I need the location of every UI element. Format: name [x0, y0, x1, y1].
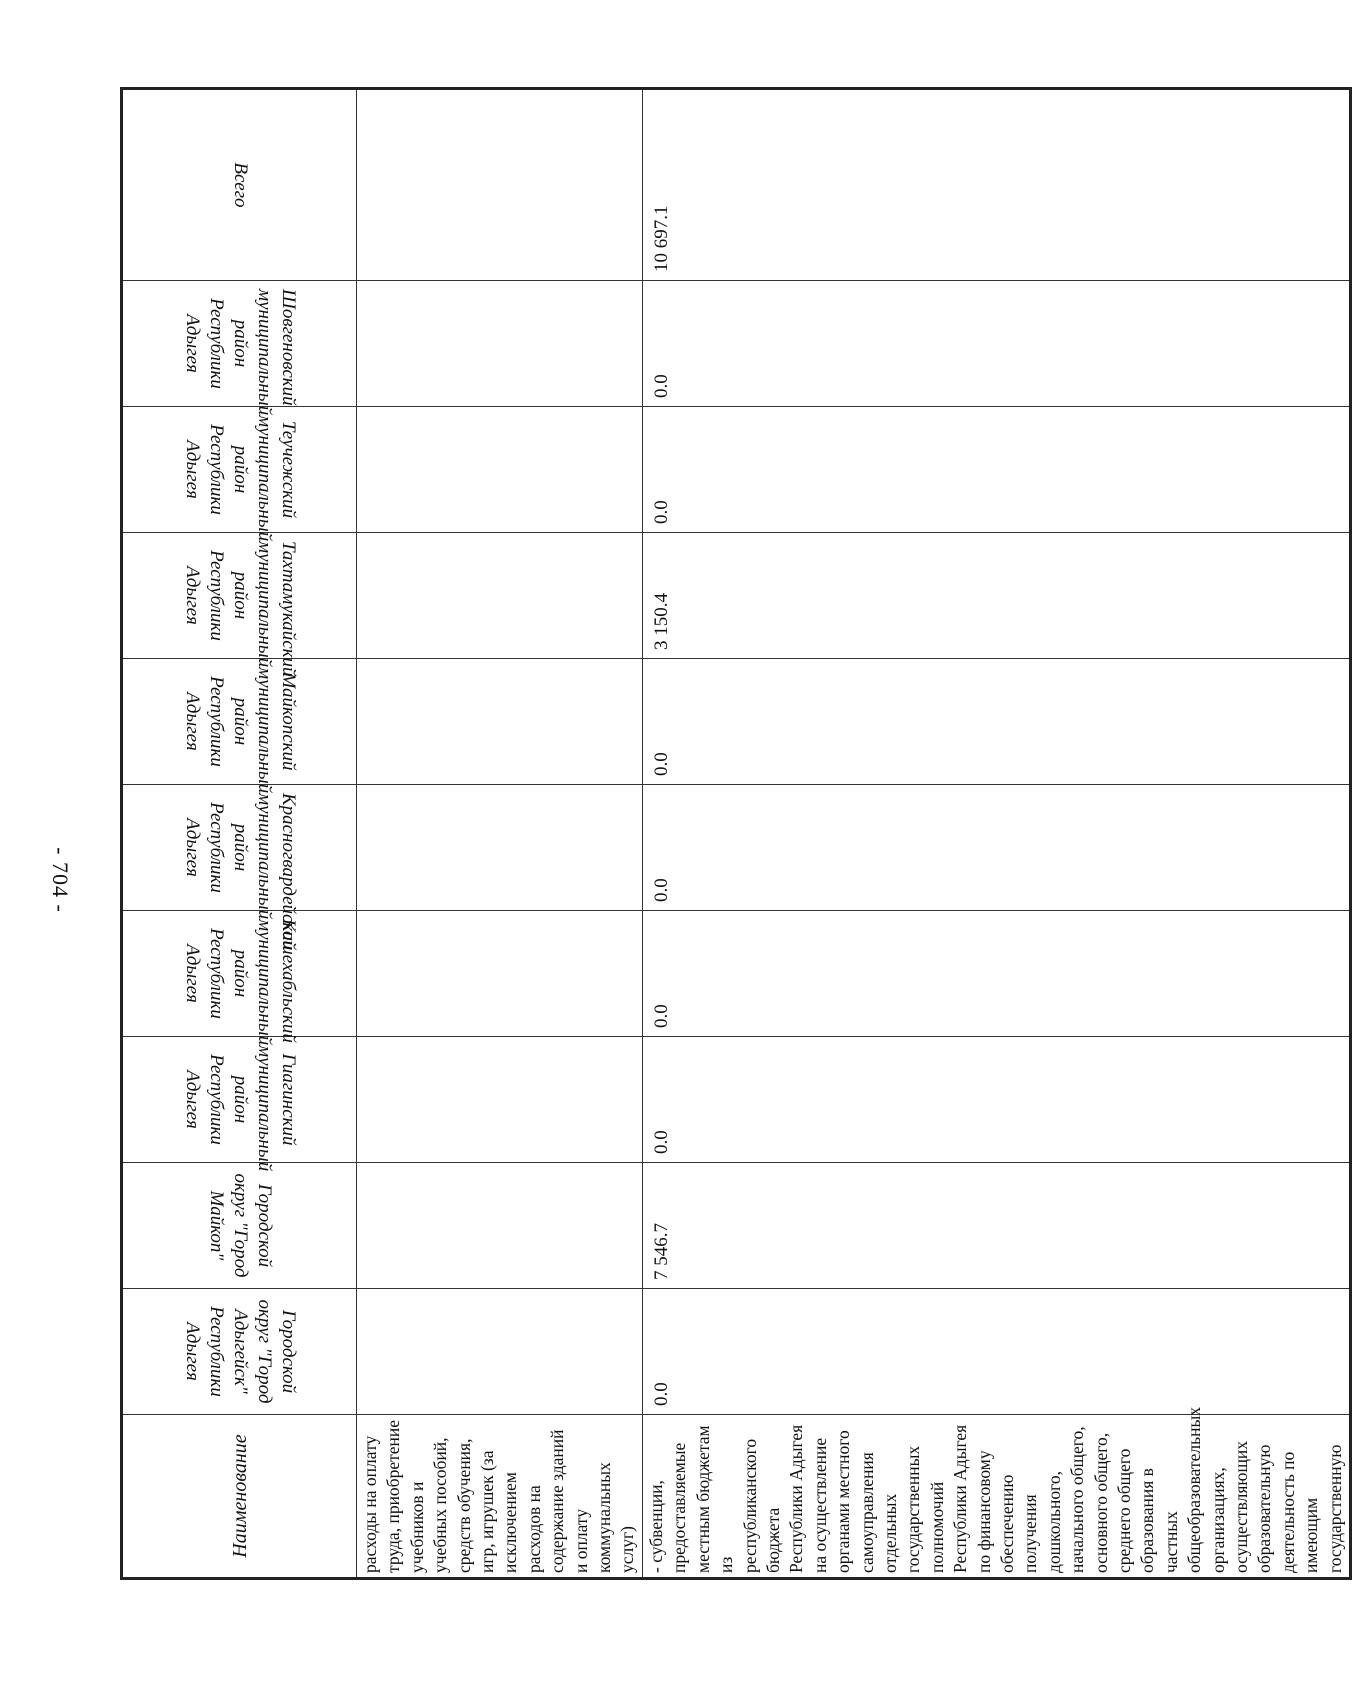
header-label: Городской округ "Город Адыгейск" Республики Адыгея [181, 1299, 299, 1404]
header-col-maykopsky [122, 659, 357, 794]
cell-value: 7 546.7 [642, 1163, 1350, 1289]
cell-value: 0.0 [642, 785, 1350, 911]
cell-value [357, 533, 643, 659]
header-col-krasnogvardeysky [122, 785, 357, 951]
row-name: - субвенции, предоставляемые местным бюджетам из республиканского бюджета Республики Адыгея на осуществление органами местного самоуправления отдельных государственных полномочий Республики Адыгея по финансовому обеспечению получения дошкольного, начального общего, основного общего, среднего общего образования в частных общеобразовательных организациях, осуществляющих образовательную деятельность по имеющим государственную [642, 1415, 1350, 1579]
cell-value: 10 697.1 [642, 89, 1350, 281]
header-label: Городской округ "Город Майкоп" [205, 1173, 275, 1278]
cell-value [357, 1163, 643, 1289]
cell-value [357, 89, 643, 281]
rotated-table-container [120, 90, 1345, 1580]
row-name: расходы на оплату труда, приобретение учебников и учебных пособий, средств обучения, игр, игрушек (за исключением расходов на содержание зданий и оплату коммунальных услуг) [357, 1415, 643, 1579]
cell-value [357, 281, 643, 407]
table-row [357, 89, 643, 1579]
cell-value [357, 911, 643, 1037]
cell-value: 0.0 [642, 1289, 1350, 1415]
budget-table [120, 87, 1352, 1580]
header-col-total [122, 89, 357, 281]
header-label: Шовгеновский муниципальный район Республики Адыгея [181, 289, 299, 416]
header-col-adygeysk [122, 1289, 357, 1415]
header-label: Кошехабльский муниципальный район Республики Адыгея [181, 919, 299, 1046]
header-col-giaginsky [122, 1037, 357, 1172]
cell-value [357, 407, 643, 533]
header-label: Майкопский муниципальный район Республики Адыгея [181, 667, 299, 794]
header-col-takhtamukaysky [122, 533, 357, 677]
header-name-label: Наименование [228, 1434, 251, 1558]
header-row [122, 89, 357, 1579]
header-label: Гиагинский муниципальный район Республики Адыгея [181, 1045, 299, 1172]
header-col-teuchezhsky [122, 407, 357, 542]
header-label: Всего [229, 162, 251, 208]
cell-value: 0.0 [642, 911, 1350, 1037]
cell-value: 0.0 [642, 659, 1350, 785]
header-col-maykop-city [122, 1163, 357, 1289]
cell-value: 0.0 [642, 281, 1350, 407]
header-label: Тахтамукайский муниципальный район Республики Адыгея [181, 541, 299, 677]
header-label: Теучежский муниципальный район Республики Адыгея [181, 415, 299, 542]
header-col-shovgenovsky [122, 281, 357, 416]
header-col-koshekhablsky [122, 911, 357, 1046]
cell-value [357, 1289, 643, 1415]
cell-value [357, 659, 643, 785]
page-number: - 704 - [48, 847, 73, 913]
cell-value: 3 150.4 [642, 533, 1350, 659]
cell-value: 0.0 [642, 1037, 1350, 1163]
cell-value [357, 785, 643, 911]
cell-value: 0.0 [642, 407, 1350, 533]
cell-value [357, 1037, 643, 1163]
table-row [642, 89, 1350, 1579]
header-label: Красногвардейский муниципальный район Республики Адыгея [181, 793, 299, 951]
header-name [122, 1415, 357, 1579]
